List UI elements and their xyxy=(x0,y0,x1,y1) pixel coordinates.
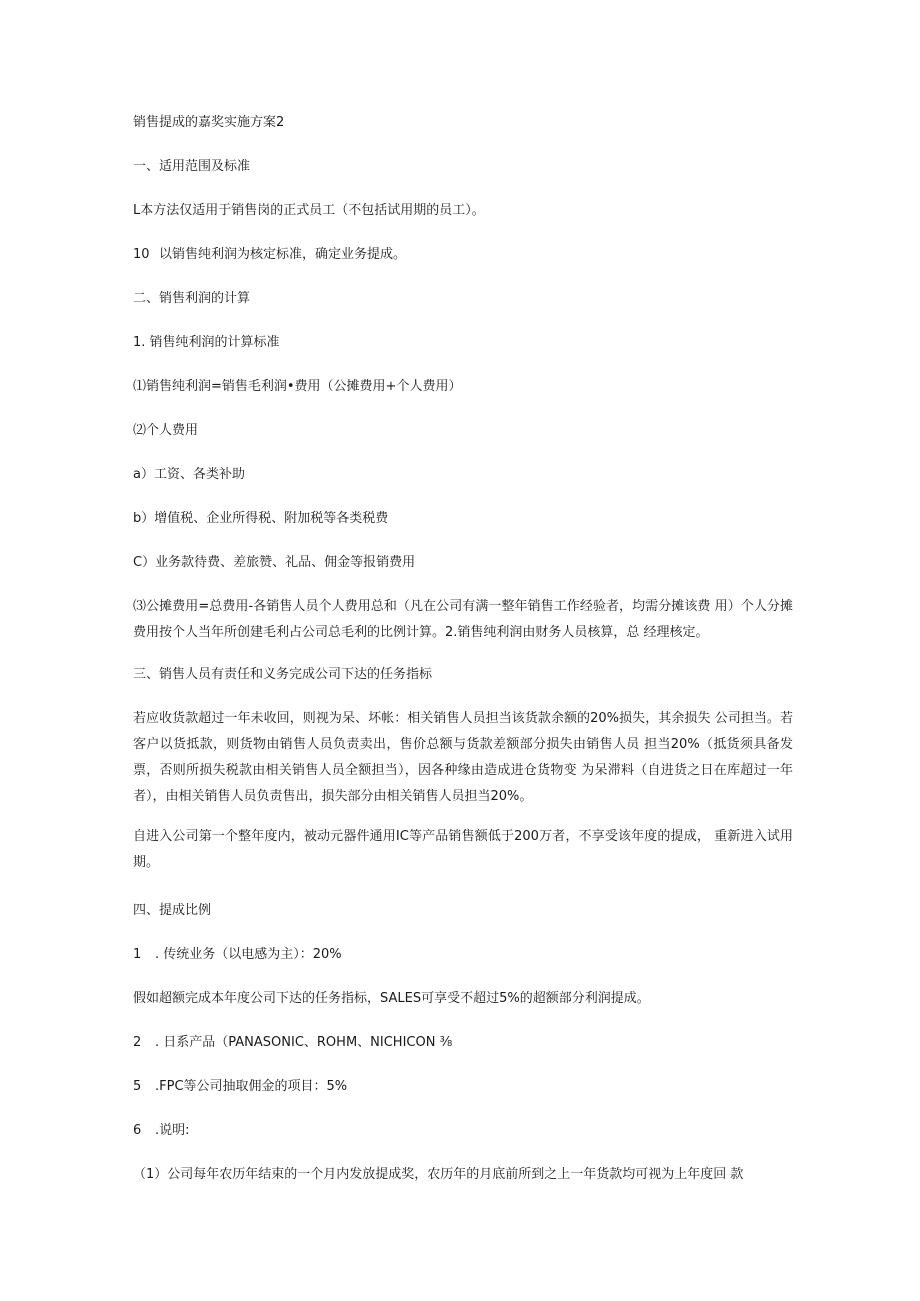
receivables-paragraph: 若应收货款超过一年未收回，则视为呆、坏帐：相关销售人员担当该货款余额的20%损失，其余损失 公司担当。若客户以货抵款，则货物由销售人员负责卖出，售价总额与货款差额部分损失由销售人员 担当20%（抵货须具备发票，否则所损失税款由相关销售人员全额担当），因各种缘由造成进仓货物变 为呆滞料（自进货之日在库超过一年者），由相关销售人员负责售出，损失部分由相关销售人员担当20%。 xyxy=(133,711,793,804)
ratio-item-1-text: . 传统业务（以电感为主）：20% xyxy=(155,947,342,962)
profit-standard-subheading: 1. 销售纯利润的计算标准 xyxy=(133,335,280,350)
ratio-item-2-number: 2 xyxy=(133,1035,142,1050)
personal-expense-item-b: b）增值税、企业所得税、附加税等各类税费 xyxy=(133,511,389,526)
ratio-item-5-text: .FPC等公司抽取佣金的项目：5% xyxy=(155,1079,348,1094)
scope-item-1: L本方法仅适用于销售岗的正式员工（不包括试用期的员工）。 xyxy=(133,203,485,218)
section-heading-profit: 二、销售利润的计算 xyxy=(133,291,251,306)
ratio-item-6-text: .说明: xyxy=(155,1123,190,1138)
overachieve-note: 假如超额完成本年度公司下达的任务指标，SALES可享受不超过5%的超额部分利润提成。 xyxy=(133,991,650,1006)
ratio-item-1-number: 1 xyxy=(133,947,142,962)
shared-expense-paragraph: ⑶公摊费用=总费用-各销售人员个人费用总和（凡在公司有满一整年销售工作经验者，均需分摊该费 用）个人分摊费用按个人当年所创建毛利占公司总毛利的比例计算。2.销售纯利润由财务人员核算，总 经理核定。 xyxy=(133,599,793,640)
personal-expense-heading: ⑵个人费用 xyxy=(133,423,199,438)
scope-item-2-text: 以销售纯利润为核定标准，确定业务提成。 xyxy=(159,247,407,262)
explanation-item-1: （1）公司每年农历年结束的一个月内发放提成奖，农历年的月底前所到之上一年货款均可视为上年度回 款 xyxy=(133,1167,744,1182)
ratio-item-6 xyxy=(133,1118,793,1144)
section-heading-scope: 一、适用范围及标准 xyxy=(133,159,251,174)
personal-expense-item-a: a）工资、各类补助 xyxy=(133,467,245,482)
net-profit-formula: ⑴销售纯利润=销售毛利润•费用（公摊费用+个人费用） xyxy=(133,379,462,394)
ratio-item-2 xyxy=(133,1030,793,1056)
scope-item-2-number: 10 xyxy=(133,247,150,262)
ratio-item-5-number: 5 xyxy=(133,1079,142,1094)
ratio-item-1 xyxy=(133,942,793,968)
ratio-item-6-number: 6 xyxy=(133,1123,142,1138)
scope-item-2 xyxy=(133,242,793,268)
section-heading-ratio: 四、提成比例 xyxy=(133,903,212,918)
section-heading-duty: 三、销售人员有责任和义务完成公司下达的任务指标 xyxy=(133,667,433,682)
ratio-item-5 xyxy=(133,1074,793,1100)
ratio-item-2-text: . 日系产品（PANASONIC、ROHM、NICHICON ⅜ xyxy=(155,1035,453,1050)
first-year-paragraph: 自进入公司第一个整年度内，被动元器件通用IC等产品销售额低于200万者，不享受该年度的提成， 重新进入试用期。 xyxy=(133,829,793,870)
document-title: 销售提成的嘉奖实施方案2 xyxy=(133,115,285,130)
personal-expense-item-c: C）业务款待费、差旅赞、礼品、佣金等报销费用 xyxy=(133,555,416,570)
